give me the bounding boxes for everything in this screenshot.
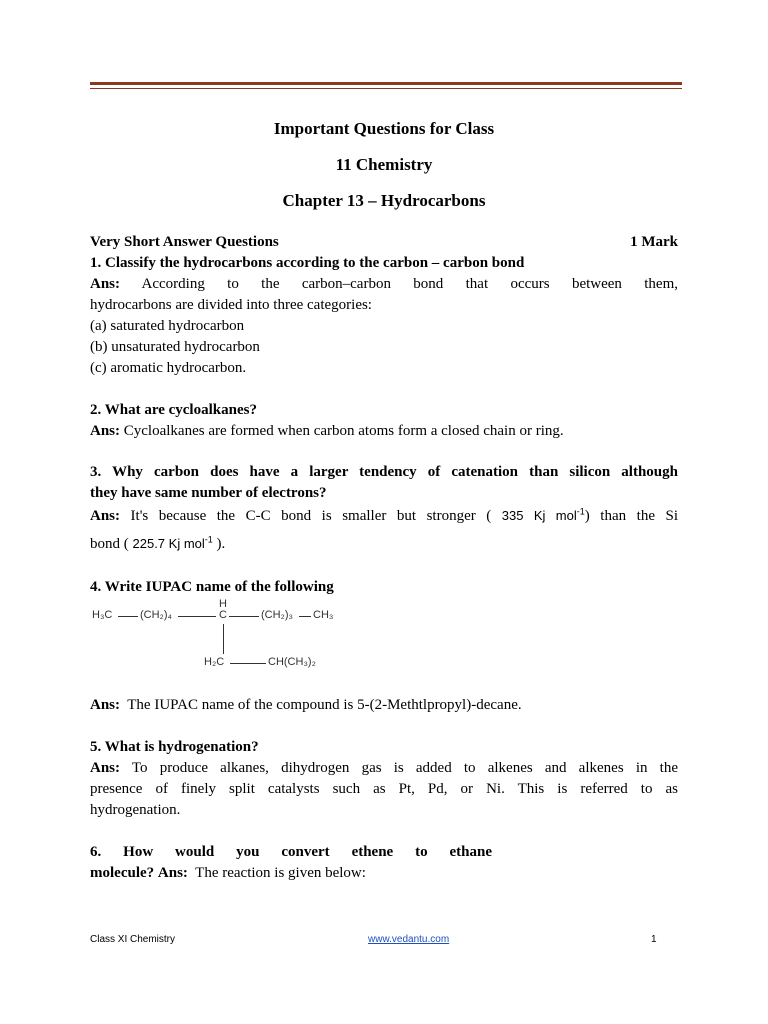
header-rule-thick [90, 82, 682, 85]
q2-ans-label: Ans: [90, 423, 121, 439]
q6-question-line-2: molecule? [90, 865, 155, 881]
q1-item-a: (a) saturated hydrocarbon [90, 318, 245, 334]
q6-ans-label: Ans: [157, 865, 188, 881]
section-heading [90, 232, 678, 253]
title-line-3: Chapter 13 – Hydrocarbons [282, 191, 486, 210]
q3-answer-line-1 [90, 505, 678, 527]
q1-item-b: (b) unsaturated hydrocarbon [90, 339, 260, 355]
bond-1 [118, 616, 138, 617]
q2-ans-text: Cycloalkanes are formed when carbon atoms form a closed chain or ring. [123, 423, 564, 439]
q2-answer [90, 421, 678, 442]
bond-4 [299, 616, 311, 617]
footer-left: Class XI Chemistry [90, 934, 176, 945]
bond-5 [230, 663, 266, 664]
q5-answer-line-1 [90, 758, 678, 779]
struct-ch-ch3-2: CH(CH₃)₂ [268, 656, 316, 668]
header-rule-thin [90, 88, 682, 89]
q3-ans-text-2: ) than the Si [584, 508, 679, 524]
q5-question: 5. What is hydrogenation? [90, 739, 259, 755]
title-line-1: Important Questions for Class [273, 119, 495, 138]
bond-3 [229, 616, 259, 617]
struct-ch2-3: (CH₂)₃ [261, 609, 293, 621]
q3-question-line-2: they have same number of electrons? [90, 485, 327, 501]
q3-value-cc: 335 Kj mol$^{-1}$ [501, 506, 585, 523]
q3-ans-text-4: ). [216, 536, 226, 552]
q3-answer-line-2 [90, 533, 678, 555]
q6-question-line-1: 6. How would you convert ethene to ethane [90, 844, 492, 860]
q1-answer-line-2: hydrocarbons are divided into three categories: [90, 297, 372, 313]
struct-c: C [219, 609, 227, 621]
q5-ans-text-1: To produce alkanes, dihydrogen gas is added to alkenes and alkenes in the [131, 760, 678, 776]
q5-answer-line-2: presence of finely split catalysts such as Pt, Pd, or Ni. This is referred to as [90, 781, 678, 797]
bond-vertical [223, 624, 224, 654]
footer-page-number: 1 [651, 934, 657, 945]
struct-h3c: H₃C [92, 609, 113, 621]
q3-question-line-1: 3. Why carbon does have a larger tendency of catenation than silicon although [90, 464, 678, 480]
q5-ans-label: Ans: [90, 760, 121, 776]
struct-ch3: CH₃ [313, 609, 334, 621]
q3-ans-label: Ans: [90, 508, 121, 524]
struct-h: H [219, 598, 227, 610]
q4-ans-label: Ans: [90, 697, 121, 713]
q1-ans-text-1: According to the carbon–carbon bond that occurs between them, [141, 276, 678, 292]
q4-answer [90, 695, 678, 716]
bond-2 [178, 616, 216, 617]
q3-ans-text-3: bond ( [90, 536, 129, 552]
footer-link-wrap [368, 934, 449, 945]
chemical-structure [90, 598, 390, 678]
q3-value-sisi: 225.7 Kj mol$^{-1}$ [132, 534, 213, 551]
q4-question: 4. Write IUPAC name of the following [90, 579, 334, 595]
q1-question: 1. Classify the hydrocarbons according to the carbon – carbon bond [90, 255, 525, 271]
q1-item-c: (c) aromatic hydrocarbon. [90, 360, 247, 376]
q5-answer-line-3: hydrogenation. [90, 802, 181, 818]
q6-line-2 [90, 863, 678, 884]
struct-h2c: H₂C [204, 656, 225, 668]
q4-ans-text: The IUPAC name of the compound is 5-(2-Methtlpropyl)-decane. [127, 697, 522, 713]
q6-ans-text: The reaction is given below: [195, 865, 366, 881]
q1-ans-label: Ans: [90, 276, 121, 292]
q3-ans-text-1: It's because the C-C bond is smaller but stronger ( [130, 508, 492, 524]
footer-link[interactable]: www.vedantu.com [368, 934, 450, 945]
q2-question: 2. What are cycloalkanes? [90, 402, 257, 418]
section-heading-text: Very Short Answer Questions [90, 234, 279, 250]
q1-answer-line-1 [90, 274, 678, 295]
section-marks: 1 Mark [630, 234, 678, 250]
struct-ch2-4: (CH₂)₄ [140, 609, 172, 621]
title-line-2: 11 Chemistry [335, 155, 433, 174]
